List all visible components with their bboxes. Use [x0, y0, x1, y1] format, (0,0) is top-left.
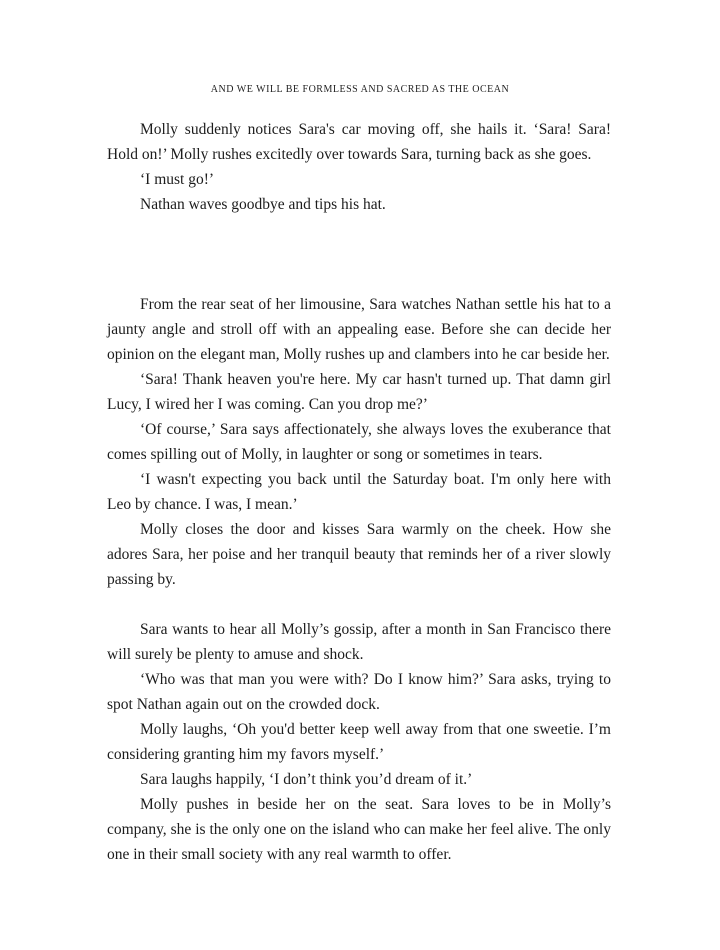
- story-paragraph: Sara laughs happily, ‘I don’t think you’d dream of it.’: [140, 771, 473, 788]
- scene-section-3: [107, 617, 611, 867]
- scene-section-2: [107, 292, 611, 592]
- story-paragraph: Molly laughs, ‘Oh you'd better keep well away from that one sweetie. I’m considering granting him my favors myself.’: [107, 721, 611, 763]
- story-paragraph: ‘Sara! Thank heaven you're here. My car hasn't turned up. That damn girl Lucy, I wired her I was coming. Can you drop me?’: [107, 371, 611, 413]
- story-paragraph: Molly suddenly notices Sara's car moving off, she hails it. ‘Sara! Sara! Hold on!’ Molly rushes excitedly over towards Sara, turning back as she goes.: [107, 121, 611, 163]
- story-paragraph: ‘Who was that man you were with? Do I know him?’ Sara asks, trying to spot Nathan again out on the crowded dock.: [107, 671, 611, 713]
- running-header: AND WE WILL BE FORMLESS AND SACRED AS THE OCEAN: [210, 84, 510, 95]
- story-paragraph: Molly closes the door and kisses Sara warmly on the cheek. How she adores Sara, her poise and her tranquil beauty that reminds her of a river slowly passing by.: [107, 521, 611, 588]
- story-paragraph: Nathan waves goodbye and tips his hat.: [140, 196, 386, 213]
- page-body: [107, 117, 611, 867]
- story-paragraph: Sara wants to hear all Molly’s gossip, after a month in San Francisco there will surely be plenty to amuse and shock.: [107, 621, 611, 663]
- story-paragraph: ‘I must go!’: [140, 171, 215, 188]
- story-paragraph: Molly pushes in beside her on the seat. Sara loves to be in Molly’s company, she is the only one on the island who can make her feel alive. The only one in their small society with any real warmth to offer.: [107, 796, 611, 863]
- story-paragraph: ‘I wasn't expecting you back until the Saturday boat. I'm only here with Leo by chance. I was, I mean.’: [107, 471, 611, 513]
- story-paragraph: From the rear seat of her limousine, Sara watches Nathan settle his hat to a jaunty angle and stroll off with an appealing ease. Before she can decide her opinion on the elegant man, Molly rushes up and clambers into he car beside her.: [107, 296, 611, 363]
- scene-section-1: [107, 117, 611, 217]
- story-paragraph: ‘Of course,’ Sara says affectionately, she always loves the exuberance that comes spilling out of Molly, in laughter or song or sometimes in tears.: [107, 421, 611, 463]
